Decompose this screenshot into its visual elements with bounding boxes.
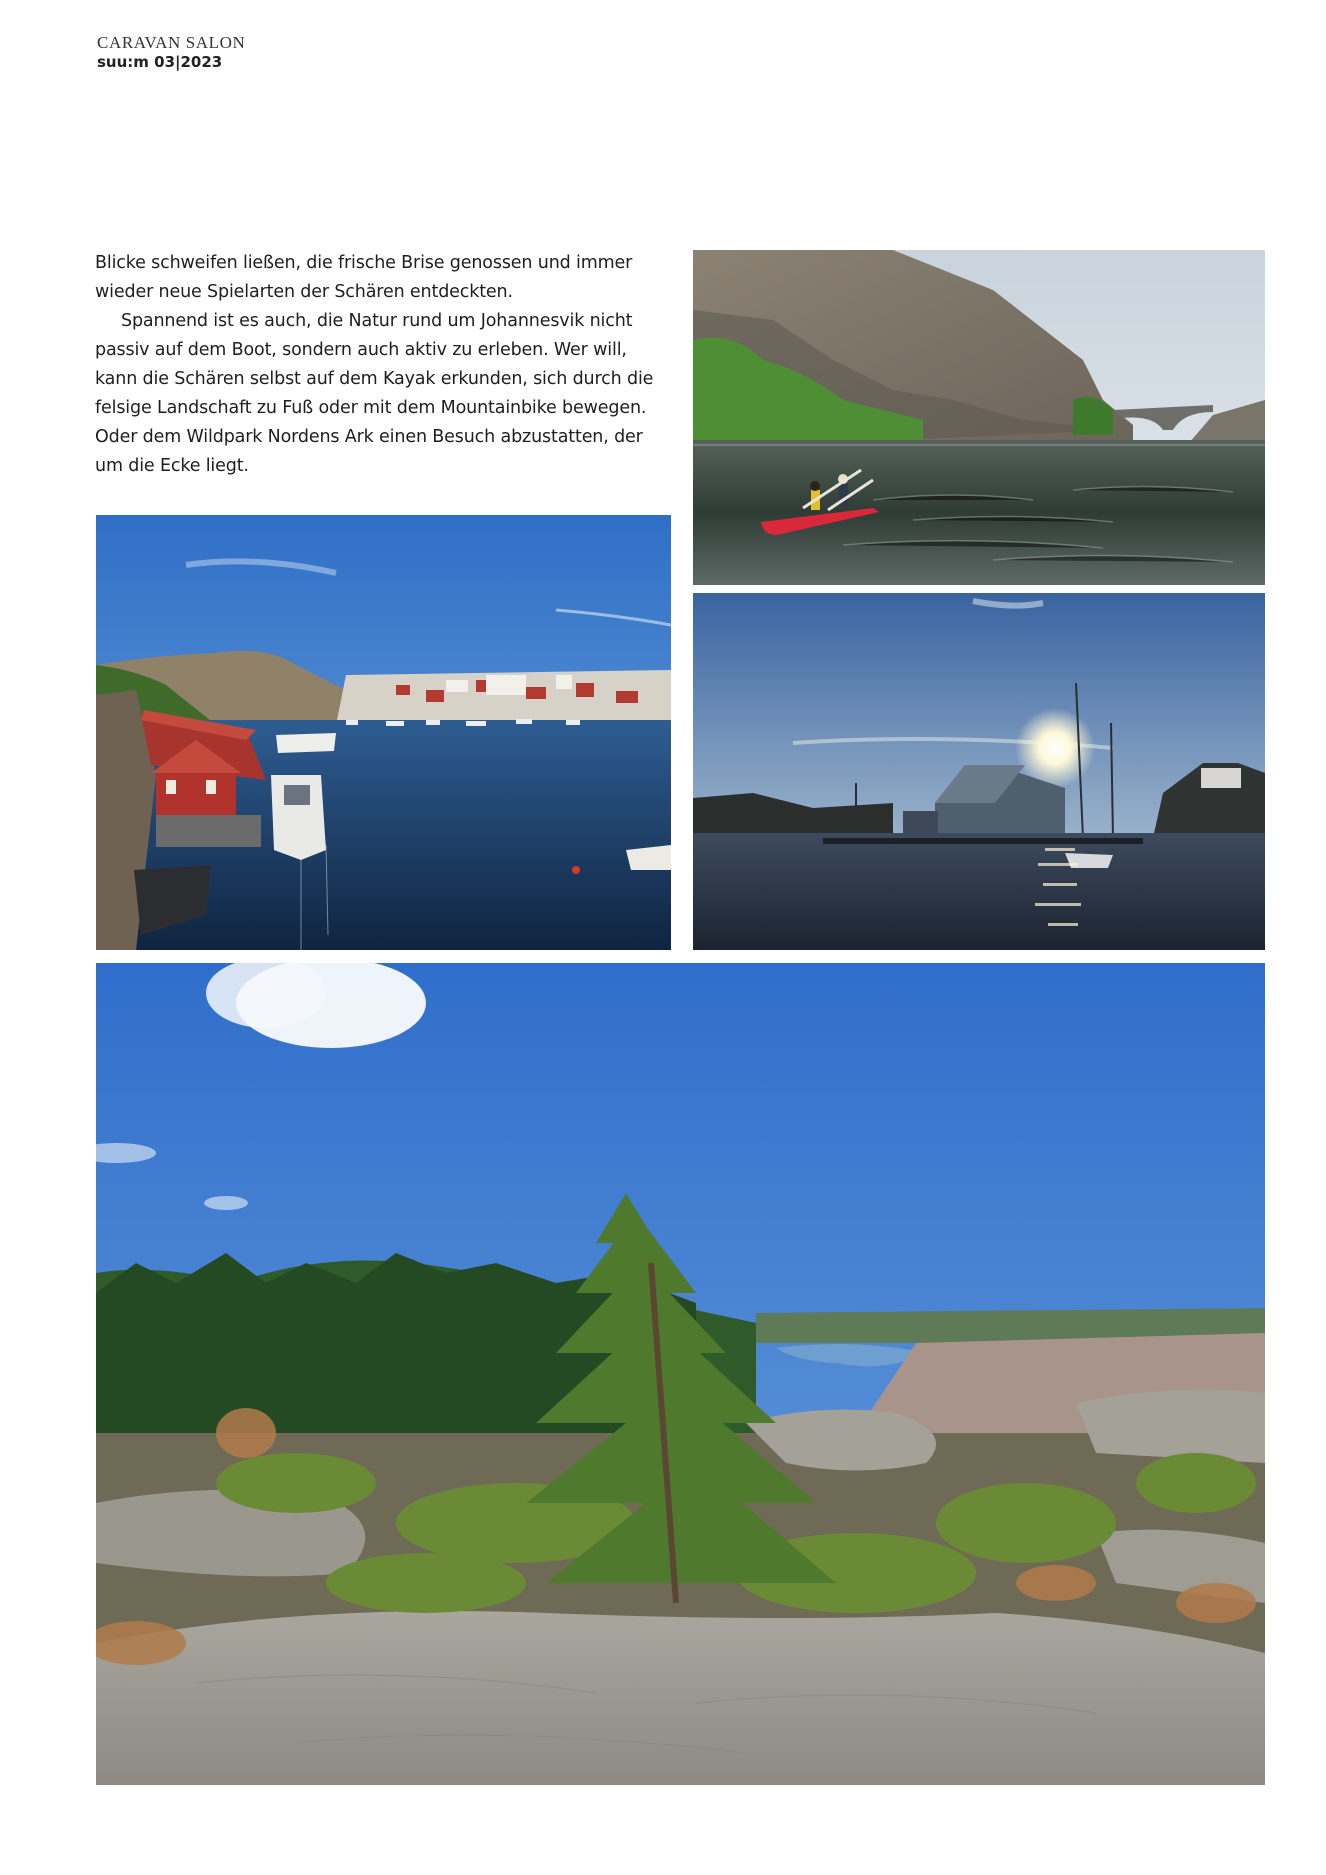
paragraph: Spannend ist es auch, die Natur rund um Johannesvik nicht passiv auf dem Boot, sondern auch aktiv zu erleben. Wer will, kann die Schären selbst auf dem Kayak erkunden, sich durch die felsige Landschaft zu Fuß oder mit dem Mountainbike bewegen. Oder dem Wildpark Nordens Ark einen Besuch abzustatten, der um die Ecke liegt. bbox=[95, 311, 654, 476]
issue-number: suu:m 03|2023 bbox=[97, 53, 223, 71]
masthead bbox=[97, 33, 245, 71]
photo-kayak-channel bbox=[693, 250, 1265, 585]
magazine-name: CARAVAN SALON bbox=[97, 33, 246, 52]
photo-rocky-landscape bbox=[96, 963, 1265, 1785]
photo-kayak-image bbox=[693, 250, 1265, 585]
article-body bbox=[95, 249, 670, 481]
photo-landscape-image bbox=[96, 963, 1265, 1785]
paragraph: Blicke schweifen ließen, die frische Brise genossen und immer wieder neue Spielarten der Schären entdeckten. bbox=[95, 253, 633, 302]
photo-sunset-harbor bbox=[693, 593, 1265, 950]
photo-sunset-image bbox=[693, 593, 1265, 950]
photo-harbor bbox=[96, 515, 671, 950]
photo-harbor-image bbox=[96, 515, 671, 950]
